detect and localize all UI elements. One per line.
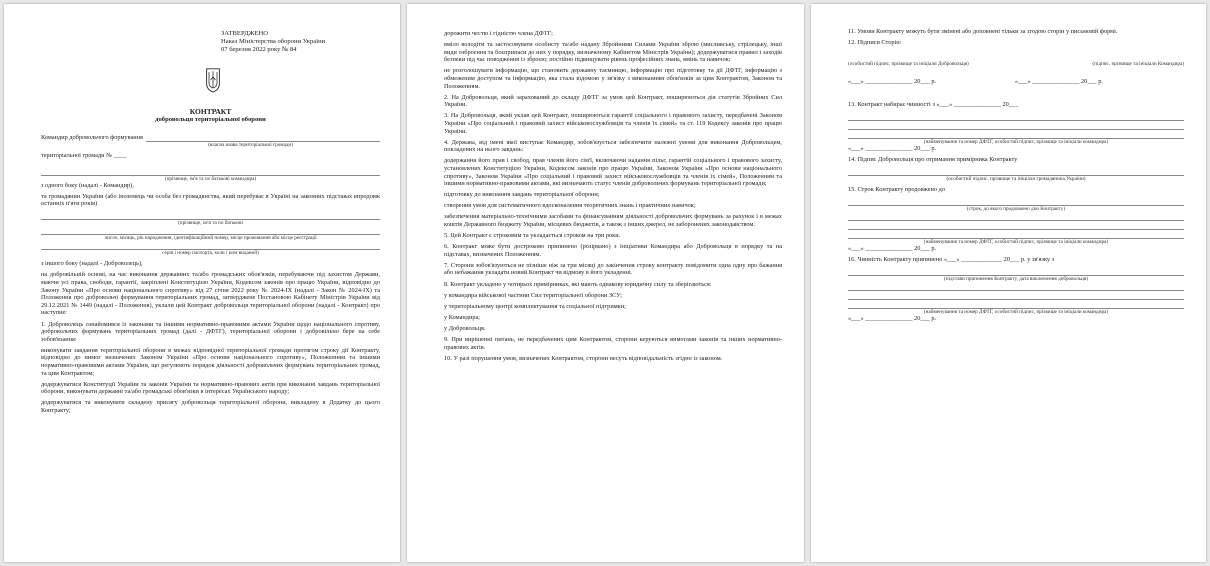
preamble-text: на добровільній основі, на час виконання державних та/або громадських обов'язків, перебуваючи під захистом Держави, маючи усі права, свободи, гарантії, закріплені Конституцією України, Кодексом законів про працю України, відповідно до Закону України «Про основи національного спротиву» від 27 січня 2022 року № 2024-IX (надалі - Закон № 2024-IX) та Положення про добровольчі формування територіальних громад, затверджене Постановою Кабінету Міністрів України від 29.12.2021 № 1449 (надалі - Положення), уклали цей Контракт добровольця територіальної оборони (надалі - Контракт) про наступне: <box>41 271 380 317</box>
item-4-text: 4. Держава, від імені якої виступає Командир, зобов'язується забезпечити належні умови для виконання Добровольцем, покладених на нього завдань: <box>444 138 782 154</box>
item-16-text: 16. Чинність Контракту припинено «___» _____________ 20___ р. у зв'язку з <box>848 256 1055 264</box>
item-15-text: 15. Строк Контракту продовжено до <box>848 186 946 194</box>
termination-line-4 <box>848 300 1184 309</box>
storage-4: у Добровольця. <box>444 324 486 332</box>
formation-name-field <box>146 134 380 142</box>
state-duty-3: створення умов для систематичного вдосконалення теоретичних знань і практичних навичок; <box>444 202 696 210</box>
extension-line-2 <box>848 212 1184 221</box>
receipt-line <box>848 167 1184 176</box>
approved-order: Наказ Міністерства оборони України <box>221 38 326 46</box>
receipt-caption: (особистий підпис, прізвище та ініціали громадянина України) <box>946 176 1086 183</box>
other-side-text: з іншого боку (надалі - Доброволець), <box>41 260 143 268</box>
effective-line-1 <box>848 112 1184 121</box>
obligation-5: вміло володіти та застосовувати особисту та/або надану Збройними Силами України зброю (мисливську, стрілецьку, інші види озброєння та боєприпаси до них у порядку, визначеному Кабінетом Міністрів України); додержуватися правил і заходів безпеки під час поводження із зброєю; постійно підвищувати рівень професійних знань, вмінь та навичок; <box>444 41 782 64</box>
one-side-text: з одного боку (надалі - Командир), <box>41 181 134 189</box>
document-subtitle: добровольця територіальної оборони <box>155 116 266 124</box>
citizen-text: та громадянин України (або іноземець чи особа без громадянства, який перебуває в Україні на законних підставах впродовж останніх п'яти років) <box>41 192 380 208</box>
document-title: КОНТРАКТ <box>189 106 232 116</box>
item-8-text: 8. Контракт укладено у чотирьох примірниках, які мають однакову юридичну силу та зберігаються: <box>444 280 712 288</box>
effective-date: «___» _______________ 20___ р. <box>848 144 937 152</box>
storage-2: у територіальному центрі комплектування та соціальної підтримки; <box>444 302 626 310</box>
approval-stamp <box>221 30 380 55</box>
document-page-2 <box>407 4 804 562</box>
item-1-text: 1. Доброволець ознайомився із законами та іншими нормативно-правовими актами України щодо національного спротиву, добровольчих формувань територіальних громад (далі - ДФТГ), територіальної оборони і добровільно бере на себе зобов'язання: <box>41 320 380 343</box>
obligation-4: дорожити честю і гідністю члена ДФТГ; <box>444 30 553 37</box>
item-10-text: 10. У разі порушення умов, визначених Контрактом, сторони несуть відповідальність згідно із законом. <box>444 354 723 362</box>
commander-label: Командир добровольчого формування <box>41 134 143 142</box>
effective-caption: (найменування та номер ДФТГ, особистий підпис, прізвище та ініціали командира) <box>923 138 1109 145</box>
termination-line-3 <box>848 291 1184 300</box>
item-9-text: 9. При вирішенні питань, не передбачених цим Контрактом, сторони керуються вимогами законів та інших нормативно-правових актів. <box>444 336 782 351</box>
effective-line-3 <box>848 130 1184 139</box>
item-7-text: 7. Сторони зобов'язуються не пізніше ніж за три місяці до закінчення строку контракту повідомити одна одну про бажання або небажання укладати новий Контракт чи відмову в його укладенні. <box>444 261 782 277</box>
obligation-1: виконувати завдання територіальної оборони в межах відповідної територіальної громади протягом строку дії Контракту, відповідно до вимог визначених Законом України «Про основи національного спротиву», Положенням та іншими нормативно-правовими актами України, що регулюють порядок діяльності добровольчих формувань територіальних громад, та цим Контрактом; <box>41 346 380 377</box>
item-6-text: 6. Контракт може бути достроково припинено (розірвано) з ініціативи Командира або Добровольця в порядку та на підставах, визначених Положенням. <box>444 243 782 258</box>
obligation-3: додержуватися та виконувати складену присягу добровольця територіальної оборони, викладену в Додатку до цього Контракту; <box>41 399 380 414</box>
state-duty-2: підготовку до виконання завдань територіальної оборони; <box>444 191 600 199</box>
volunteer-passport-caption: серія і номер паспорта, коли і ким виданий) <box>162 250 259 257</box>
signature-date-row <box>848 78 1103 86</box>
item-5-text: 5. Цей Контракт є строковим та укладається строком на три роки. <box>444 232 621 240</box>
item-13-text: 13. Контракт набирає чинності з «___» _______________ 20___ <box>848 100 1019 108</box>
volunteer-name-caption: (прізвище, ім'я та по батькові <box>178 220 243 227</box>
item-11-text: 11. Умови Контракту можуть бути змінені або доповнені тільки за згодою сторін у письмовій формі. <box>848 28 1118 35</box>
approved-date: 07 березня 2022 року № 84 <box>221 46 297 54</box>
extension-caption: (строк, до якого продовжено дію Контракту) <box>966 206 1066 213</box>
approved-label: ЗАТВЕРДЖЕНО <box>221 30 269 37</box>
extension-date: «___» _______________ 20___ р. <box>848 245 937 253</box>
item-14-text: 14. Підпис Добровольця про отримання примірника Контракту <box>848 155 1018 163</box>
volunteer-birth-caption: число, місяць, рік народження, ідентифікаційний номер, місце проживання або місце реєстрації <box>104 235 317 242</box>
extension-line-3 <box>848 221 1184 230</box>
formation-caption: (власна назва територіальної громади) <box>208 142 293 149</box>
termination-date: «___» _______________ 20___ р. <box>848 315 937 323</box>
commander-name-caption: (прізвище, ім'я та по батькові командира) <box>164 175 257 182</box>
document-page-1 <box>4 4 400 562</box>
state-duty-4: забезпечення матеріально-технічними засобами та фінансуванням діяльності добровольчих формувань за рахунок і в межах коштів Державного бюджету України, місцевих бюджетів, а також з інших джерел, не заборонених законодавством. <box>444 213 782 228</box>
storage-1: у командира військової частини Сил територіальної оборони ЗСУ; <box>444 291 623 299</box>
termination-signature-caption: (найменування та номер ДФТГ, особистий підпис, прізвище та ініціали командира) <box>923 309 1109 316</box>
storage-3: у Командира; <box>444 313 481 321</box>
termination-line <box>848 267 1184 276</box>
commander-name-line <box>41 167 380 176</box>
commander-signature-caption: (підпис, прізвище та ініціали Командира) <box>1092 61 1184 68</box>
extension-line <box>848 197 1184 206</box>
volunteer-signature-caption: (особистий підпис, прізвище та ініціали Добровольця) <box>848 61 969 68</box>
item-2-text: 2. На Добровольця, який зарахований до складу ДФТГ за умов цей Контракт, поширюються дія статутів Збройних Сил України. <box>444 93 782 109</box>
commander-signature-date: «___» _______________ 20___ р. <box>1014 78 1103 86</box>
item-12-text: 12. Підписи Сторін: <box>848 39 902 47</box>
obligation-2: додержуватися Конституції України та законів України та нормативно-правових актів при виконанні завдань територіальної оборони, виконувати державні та/або громадські обов'язки в інтересах Українського народу; <box>41 380 380 396</box>
state-duty-1: додержання його прав і свобод, прав членів його сім'ї, включаючи надання пільг, гарантій соціального і правового захисту, установлених Конституцією України, Кодексом законів про працю України, Законом України «Про основи національного спротиву», Законом України «Про соціальний і правовий захист військовослужбовців та членів їх сімей», Положенням та іншими нормативно-правовими актами, які визначають статус членів добровольчих формувань територіальної громади; <box>444 157 782 188</box>
extension-line-4 <box>848 230 1184 239</box>
termination-caption: (підстави припинення Контракту, дата виключення добровольця) <box>944 276 1088 283</box>
obligation-6: не розголошувати інформацію, що становить державну таємницю, інформацію про підготовку та дії ДФТГ, інформацію з обмеженим доступом та інформацію, яка стала відомою у зв'язку з виконанням обов'язків за цим Контрактом, Законом та Положенням. <box>444 67 782 90</box>
document-page-3 <box>811 4 1206 562</box>
termination-line-2 <box>848 282 1184 291</box>
extension-signature-caption: (найменування та номер ДФТГ, особистий підпис, прізвище та ініціали командира) <box>923 239 1109 246</box>
commander-row <box>41 134 380 142</box>
community-label: територіальної громади № ____ <box>41 152 127 160</box>
item-3-text: 3. На Добровольця, який уклав цей Контракт, поширюються гарантії соціального і правового захисту, передбачені Законом України «Про соціальний і правовий захист військовослужбовців та членів їх сімей» та ст. 119 Кодексу законів про працю України. <box>444 112 782 135</box>
coat-of-arms-icon <box>205 67 221 93</box>
volunteer-signature-date: «___» _______________ 20___ р. <box>848 78 937 86</box>
effective-line-2 <box>848 121 1184 130</box>
